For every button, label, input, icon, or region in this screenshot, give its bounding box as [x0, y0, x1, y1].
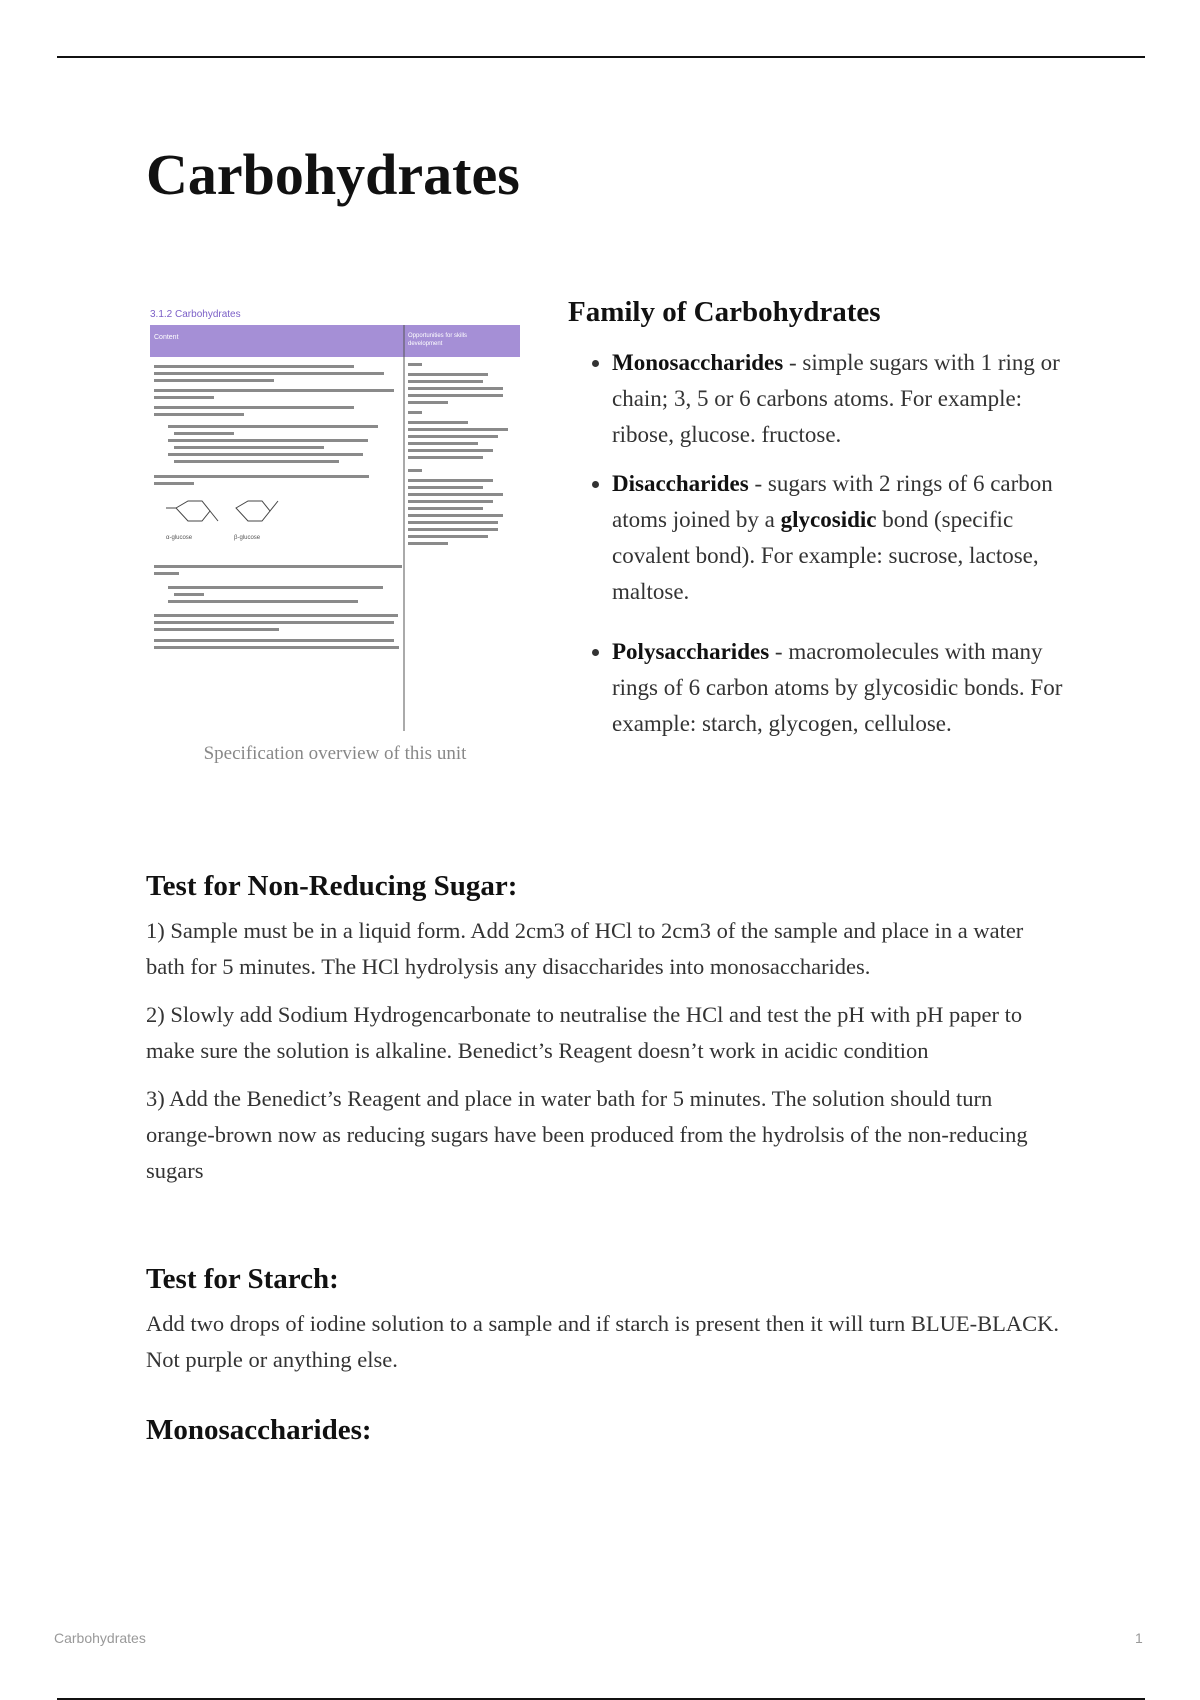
spec-heading: 3.1.2 Carbohydrates	[150, 309, 241, 320]
svg-text:development: development	[408, 341, 443, 347]
starch-heading: Test for Starch:	[146, 1263, 339, 1295]
monosaccharides-section	[146, 1414, 1066, 1457]
footer-title: Carbohydrates	[54, 1630, 146, 1646]
page-title: Carbohydrates	[146, 142, 520, 207]
non-reducing-heading: Test for Non-Reducing Sugar:	[146, 870, 518, 902]
step-3: 3) Add the Benedict’s Reagent and place in water bath for 5 minutes. The solution should turn orange-brown now as reducing sugars have been produced from the hydrolsis of the non-reducing sugars	[146, 1086, 1028, 1183]
family-section	[568, 296, 1068, 755]
spec-figure	[146, 303, 524, 765]
page-number: 1	[1135, 1630, 1143, 1646]
spec-image	[146, 303, 524, 733]
starch-text: Add two drops of iodine solution to a sample and if starch is present then it will turn BLUE-BLACK. Not purple or anything else.	[146, 1311, 1059, 1372]
list-item-monosaccharides: • Monosaccharides - simple sugars with 1 ring or chain; 3, 5 or 6 carbons atoms. For example: ribose, glucose. fructose.	[612, 345, 1068, 453]
non-reducing-section	[146, 870, 1066, 1201]
spec-table-illustration	[146, 303, 524, 733]
list-item-polysaccharides: • Polysaccharides - macromolecules with many rings of 6 carbon atoms by glycosidic bonds. For example: starch, glycogen, cellulose.	[612, 634, 1068, 742]
family-list	[568, 345, 1068, 742]
family-heading: Family of Carbohydrates	[568, 296, 881, 328]
spec-caption: Specification overview of this unit	[203, 743, 467, 764]
starch-section	[146, 1263, 1066, 1390]
alpha-glucose-label: α-glucose	[166, 535, 193, 541]
spec-col-skills: Opportunities for skills	[408, 333, 468, 339]
list-item-disaccharides: • Disaccharides - sugars with 2 rings of 6 carbon atoms joined by a glycosidic bond (specific covalent bond). For example: sucrose, lactose, maltose.	[612, 466, 1068, 610]
step-1: 1) Sample must be in a liquid form. Add 2cm3 of HCl to 2cm3 of the sample and place in a water bath for 5 minutes. The HCl hydrolysis any disaccharides into monosaccharides.	[146, 918, 1024, 979]
spec-col-content: Content	[154, 334, 179, 341]
top-rule	[57, 56, 1145, 58]
beta-glucose-label: β-glucose	[234, 535, 261, 541]
step-2: 2) Slowly add Sodium Hydrogencarbonate to neutralise the HCl and test the pH with pH paper to make sure the solution is alkaline. Benedict’s Reagent doesn’t work in acidic condition	[146, 1002, 1023, 1063]
monosaccharides-heading: Monosaccharides:	[146, 1414, 372, 1446]
